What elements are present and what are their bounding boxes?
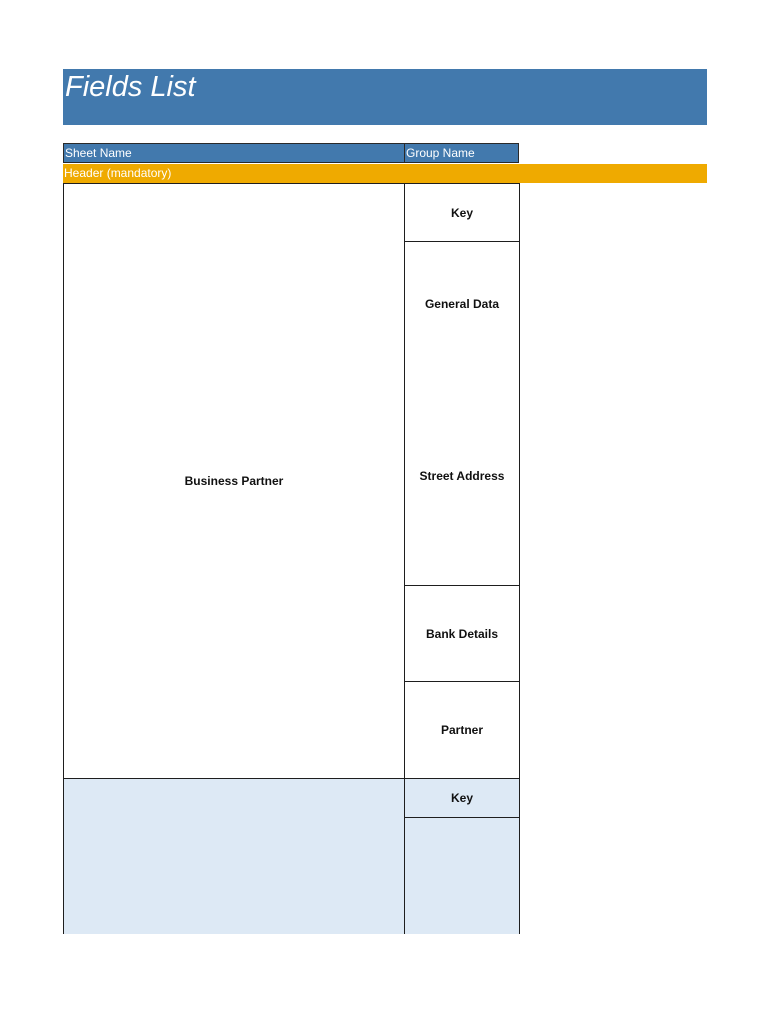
- group-column: [404, 779, 519, 934]
- sheet-cell-business-partner: [64, 184, 404, 778]
- title-bar: [63, 69, 707, 125]
- group-label: Partner: [440, 723, 484, 737]
- section-label: Header (mandatory): [64, 166, 172, 180]
- table-header-row: [63, 143, 519, 163]
- next-sheet-block: [63, 779, 520, 934]
- group-label: Bank Details: [425, 626, 499, 641]
- group-cell-key: [405, 779, 519, 818]
- group-label: Key: [450, 205, 473, 220]
- section-band-header-mandatory: [63, 164, 707, 183]
- group-cell-partner: [405, 682, 519, 778]
- sheet-name-header: Sheet Name: [64, 144, 405, 162]
- group-label: Key: [450, 791, 473, 805]
- business-partner-block: [63, 183, 520, 779]
- sheet-label: Business Partner: [184, 474, 284, 488]
- group-cell-second: [405, 818, 519, 934]
- group-cell-bank-details: [405, 586, 519, 682]
- group-label-general-data: General Data: [424, 297, 500, 311]
- group-cell-general-street: [405, 242, 519, 586]
- page-title: Fields List: [65, 71, 196, 103]
- group-cell-key: [405, 184, 519, 242]
- group-name-header: Group Name: [406, 146, 475, 160]
- group-column: [404, 184, 519, 778]
- group-label-street-address: Street Address: [419, 469, 505, 483]
- sheet-cell-next: [64, 779, 404, 934]
